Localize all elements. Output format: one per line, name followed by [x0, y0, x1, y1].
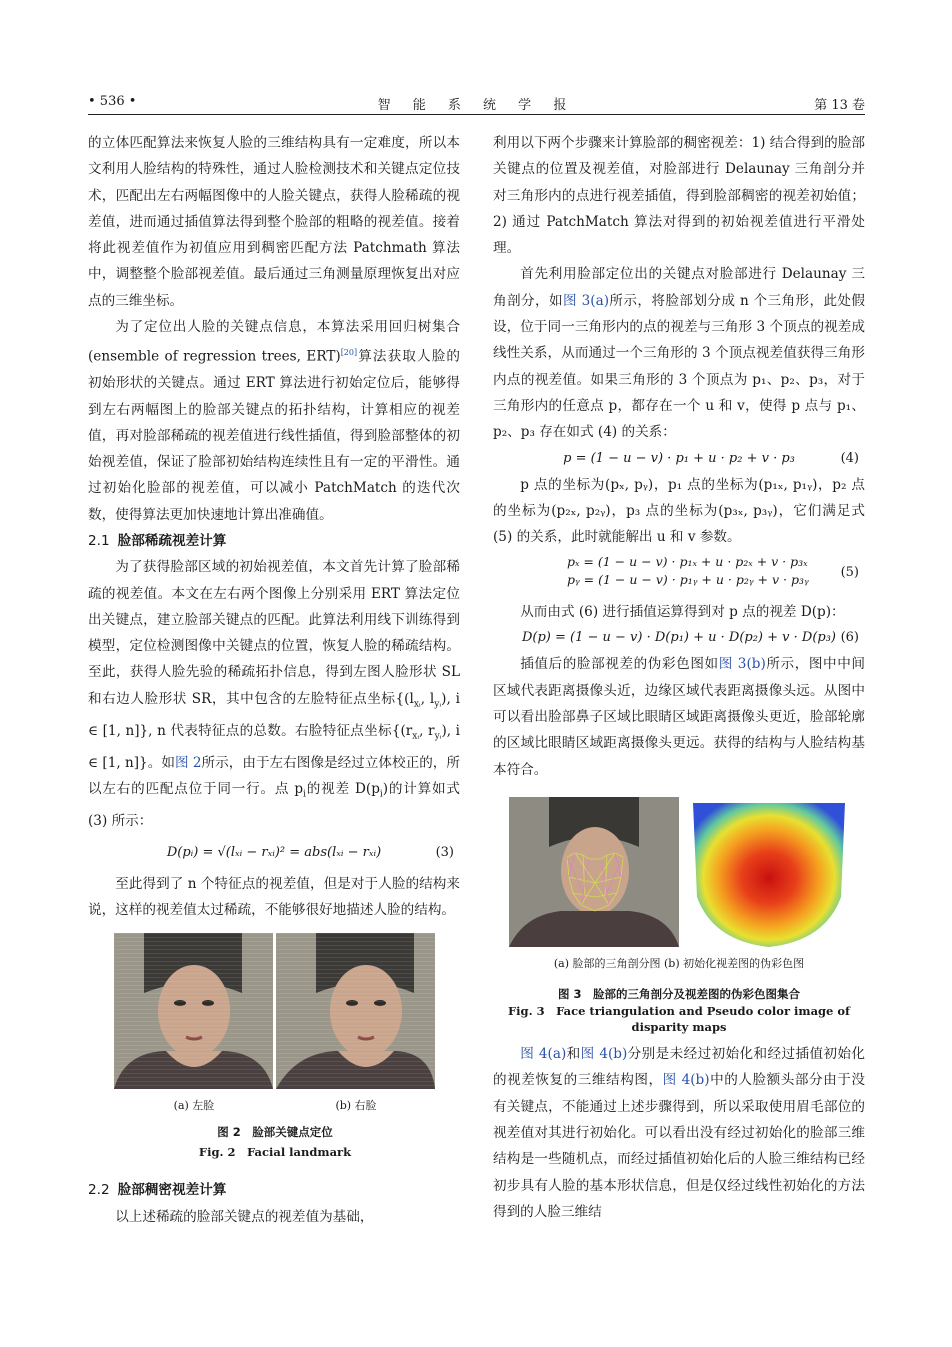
- paragraph: 为了获得脸部区域的初始视差值，本文首先计算了脸部稀疏的视差值。本文在左右两个图像上分别采用 ERT 算法定位出关键点，建立脸部关键点的匹配。此算法利用线下训练得到模型，定位检测图像中关键点的位置，恢复人脸的稀疏结构。至此，获得人脸先验的稀疏拓扑信息，得到左图人脸形状 SL 和右边人脸形状 SR，其中包含的左脸特征点坐标{($l_{xᵢ}$, $l_{yᵢ}$), i ∈ [1, n]}, n 代表特征点的总数。右脸特征点坐标{($r_{xᵢ}$, $r_{yᵢ}$), i ∈ [1, n]}。如图 2所示，由于左右图像是经过立体校正的，所以左右的匹配点位于同一行。点 $p_i$的视差 $D(p_i)$的计算如式 (3) 所示：: [88, 559, 461, 830]
- figure-3-subcaption: (a) 脸部的三角剖分图 (b) 初始化视差图的伪彩色图: [553, 956, 805, 970]
- section-heading: 2.1 脸部稀疏视差计算: [88, 532, 227, 549]
- page-header: [88, 92, 865, 115]
- section-heading: 2.2 脸部稠密视差计算: [88, 1182, 227, 1199]
- paragraph: 以上述稀疏的脸部关键点的视差值为基础，: [115, 1208, 374, 1225]
- paragraph: 的立体匹配算法来恢复人脸的三维结构具有一定难度，所以本文利用人脸结构的特殊性，通过人脸检测技术和关键点定位技术，匹配出左右两幅图像中的人脸关键点，获得人脸稀疏的视差值，进而通过插值算法得到整个脸部的粗略的视差值。接着将此视差值作为初值应用到稠密匹配方法 Patchmath 算法中，调整整个脸部视差值。最后通过三角测量原理恢复出对应点的三维坐标。: [88, 135, 460, 309]
- paragraph: 图 4(a)和图 4(b)分别是未经过初始化和经过插值初始化的视差恢复的三维结构图，图 4(b)中的人脸额头部分由于没有关键点，不能通过上述步骤得到，所以采取使用眉毛部位的视差值对其进行初始化。可以看出没有经过初始化的脸部三维结构是一些随机点，而经过插值初始化后的人脸三维结构已经初步具有人脸的基本形状信息，但是仅经过线性初始化的方法得到的人脸三维结: [493, 1046, 866, 1220]
- right-face-photo: [276, 933, 435, 1089]
- paragraph: p 点的坐标为(pₓ, pᵧ)，p₁ 点的坐标为(p₁ₓ, p₁ᵧ)，p₂ 点的坐标为(p₂ₓ, p₂ᵧ)，p₃ 点的坐标为(p₃ₓ, p₃ᵧ)，它们满足式 (5) 的关系，此时就能解出 u 和 v 参数。: [493, 476, 865, 546]
- figure-link[interactable]: 图 4(a): [520, 1046, 567, 1063]
- figure-caption-en: Fig. 3 Face triangulation and Pseudo color image of disparity maps: [508, 1004, 850, 1035]
- equation-4: p = (1 − u − v) · p₁ + u · p₂ + v · p₃ (4): [563, 450, 859, 466]
- figure-link[interactable]: 图 3(a): [562, 292, 610, 309]
- figure-link[interactable]: 图 4(b): [580, 1046, 628, 1063]
- figure-2: [114, 933, 436, 1173]
- journal-title: 智 能 系 统 学 报: [377, 98, 576, 113]
- paragraph: 从而由式 (6) 进行插值运算得到对 p 点的视差 D(p)：: [520, 603, 845, 620]
- subcaption-a: (a) 左脸: [173, 1099, 215, 1113]
- left-column: [88, 130, 460, 1230]
- page-number: • 536 •: [88, 94, 137, 109]
- figure-caption: 图 2 脸部关键点定位: [217, 1125, 333, 1140]
- paragraph: 插值后的脸部视差的伪彩色图如图 3(b)所示，图中中间区域代表距离摄像头近，边缘区域代表距离摄像头远。从图中可以看出脸部鼻子区域比眼睛区域距离摄像头更近，脸部轮廓的区域比眼睛区域距离摄像头更远。获得的结构与人脸结构基本符合。: [493, 656, 866, 778]
- figure-link[interactable]: 图 2: [174, 754, 202, 771]
- equation-6: D(p) = (1 − u − v) · D(p₁) + u · D(p₂) + v · D(p₃) (6): [521, 630, 859, 646]
- paragraph: 至此得到了 n 个特征点的视差值，但是对于人脸的结构来说，这样的视差值太过稀疏，不能够很好地描述人脸的结构。: [88, 875, 460, 918]
- equation-3: D(pᵢ) = √(lₓᵢ − rₓᵢ)² = abs(lₓᵢ − rₓᵢ) (3): [166, 845, 454, 861]
- equation-5: pₓ = (1 − u − v) · p₁ₓ + u · p₂ₓ + v · p₃ₓ pᵧ = (1 − u − v) · p₁ᵧ + u · p₂ᵧ + v · p₃ᵧ (5): [567, 553, 859, 587]
- paragraph: 为了定位出人脸的关键点信息，本算法采用回归树集合 (ensemble of regression trees, ERT)[20]算法获取人脸的初始形状的关键点。通过 ERT 算法进行初始定位后，能够得到左右两幅图上的脸部关键点的拓扑结构，计算相应的视差值，再对脸部稀疏的视差值进行线性插值，得到脸部整体的初始视差值，保证了脸部初始结构连续性且有一定的平滑性。通过初始化脸部的视差值，可以减小 PatchMatch 的迭代次数，使得算法更加快速地计算出准确值。: [88, 319, 460, 523]
- figure-link[interactable]: 图 4(b): [662, 1072, 710, 1089]
- figure-3: [509, 797, 853, 947]
- figure-link[interactable]: 图 3(b): [718, 656, 766, 673]
- citation-link[interactable]: [20]: [340, 348, 358, 358]
- left-face-photo: [114, 933, 273, 1089]
- paragraph: 首先利用脸部定位出的关键点对脸部进行 Delaunay 三角剖分，如图 3(a)所示，将脸部划分成 n 个三角形，此处假设，位于同一三角形内的点的视差与三角形 3 个顶点的视差成线性关系，从而通过一个三角形的 3 个顶点视差值获得三角形内点的视差值。如果三角形的 3 个顶点为 p₁、p₂、p₃，对于三角形内的任意点 p，都存在一个 u 和 v，使得 p 点与 p₁、p₂、p₃ 存在如式 (4) 的关系：: [493, 266, 866, 441]
- right-column: [493, 130, 865, 1225]
- volume-label: 第 13 卷: [814, 98, 865, 113]
- pseudo-color-disparity-image: [685, 797, 853, 947]
- figure-caption-en: Fig. 2 Facial landmark: [198, 1145, 352, 1160]
- subcaption-b: (b) 右脸: [335, 1099, 377, 1113]
- figure-caption: 图 3 脸部的三角剖分及视差图的伪彩色图集合: [557, 987, 800, 1002]
- triangulation-image: [509, 797, 679, 947]
- paragraph: 利用以下两个步骤来计算脸部的稠密视差：1) 结合得到的脸部关键点的位置及视差值，对脸部进行 Delaunay 三角剖分并对三角形内的点进行视差插值，得到脸部稠密的视差初始值；2) 通过 PatchMatch 算法对得到的初始视差值进行平滑处理。: [493, 135, 865, 257]
